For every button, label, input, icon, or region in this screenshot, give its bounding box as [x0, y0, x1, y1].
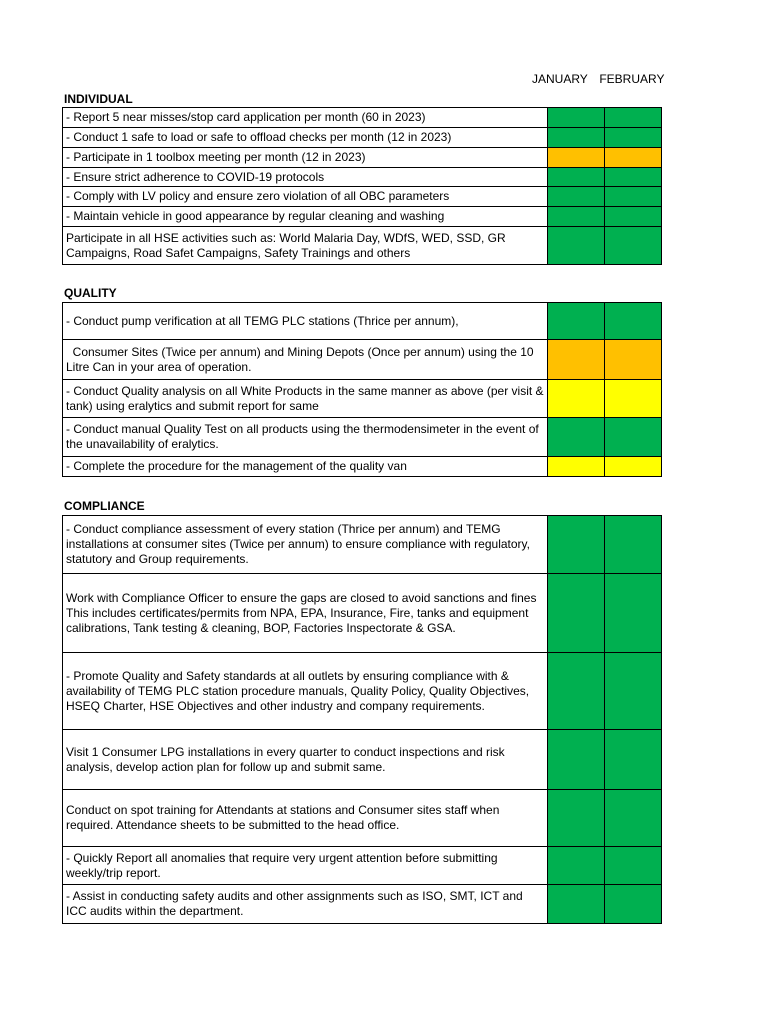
month-header	[532, 72, 664, 86]
status-cell-february	[605, 653, 662, 730]
row-text: Work with Compliance Officer to ensure the gaps are closed to avoid sanctions and fines This includes certificates/permits from NPA, EPA, Insurance, Fire, tanks and equipment calibrations, Tank testing & cleaning, BOP, Factories Inspectorate & GSA.	[63, 574, 548, 653]
status-cell-february	[605, 730, 662, 790]
row-text: - Conduct compliance assessment of every station (Thrice per annum) and TEMG installations at consumer sites (Twice per annum) to ensure compliance with regulatory, statutory and Group requirements.	[63, 516, 548, 574]
row-text: - Conduct Quality analysis on all White Products in the same manner as above (per visit & tank) using eralytics and submit report for same	[63, 380, 548, 418]
row-text: - Quickly Report all anomalies that require very urgent attention before submitting weekly/trip report.	[63, 847, 548, 885]
row-text: - Participate in 1 toolbox meeting per month (12 in 2023)	[63, 148, 548, 168]
table-row	[63, 457, 662, 477]
status-cell-january	[548, 847, 605, 885]
status-cell-january	[548, 790, 605, 847]
table-row	[63, 653, 662, 730]
status-cell-february	[605, 168, 662, 187]
table-row	[63, 885, 662, 924]
status-cell-february	[605, 128, 662, 148]
status-cell-january	[548, 418, 605, 457]
row-text: - Comply with LV policy and ensure zero violation of all OBC parameters	[63, 187, 548, 207]
status-cell-february	[605, 457, 662, 477]
status-cell-february	[605, 847, 662, 885]
table-row	[63, 207, 662, 227]
table-row	[63, 108, 662, 128]
month-february-label: FEBRUARY	[599, 72, 665, 86]
status-cell-january	[548, 340, 605, 380]
status-cell-january	[548, 148, 605, 168]
table-row	[63, 847, 662, 885]
table-row	[63, 418, 662, 457]
status-cell-january	[548, 128, 605, 148]
status-cell-january	[548, 380, 605, 418]
status-cell-january	[548, 207, 605, 227]
status-cell-february	[605, 227, 662, 265]
row-text: Consumer Sites (Twice per annum) and Mining Depots (Once per annum) using the 10 Litre Can in your area of operation.	[63, 340, 548, 380]
status-cell-february	[605, 207, 662, 227]
row-text: Participate in all HSE activities such as: World Malaria Day, WDfS, WED, SSD, GR Campaigns, Road Safet Campaigns, Safety Trainings and others	[63, 227, 548, 265]
status-cell-january	[548, 168, 605, 187]
row-text: - Conduct manual Quality Test on all products using the thermodensimeter in the event of the unavailability of eralytics.	[63, 418, 548, 457]
status-cell-january	[548, 187, 605, 207]
section-title-individual: INDIVIDUAL	[64, 92, 133, 106]
status-cell-february	[605, 340, 662, 380]
table-row	[63, 516, 662, 574]
row-text: - Complete the procedure for the management of the quality van	[63, 457, 548, 477]
table-row	[63, 128, 662, 148]
row-text: - Ensure strict adherence to COVID-19 protocols	[63, 168, 548, 187]
status-cell-february	[605, 418, 662, 457]
status-cell-january	[548, 516, 605, 574]
row-text: Conduct on spot training for Attendants at stations and Consumer sites staff when required. Attendance sheets to be submitted to the head office.	[63, 790, 548, 847]
status-cell-february	[605, 303, 662, 340]
table-row	[63, 730, 662, 790]
row-text: Visit 1 Consumer LPG installations in every quarter to conduct inspections and risk analysis, develop action plan for follow up and submit same.	[63, 730, 548, 790]
month-january-label: JANUARY	[532, 72, 588, 86]
table-row	[63, 790, 662, 847]
table-row	[63, 168, 662, 187]
status-cell-february	[605, 380, 662, 418]
status-cell-february	[605, 187, 662, 207]
status-cell-january	[548, 885, 605, 924]
table-row	[63, 148, 662, 168]
status-cell-january	[548, 303, 605, 340]
status-cell-february	[605, 790, 662, 847]
status-cell-january	[548, 574, 605, 653]
status-cell-january	[548, 730, 605, 790]
status-cell-january	[548, 227, 605, 265]
status-cell-february	[605, 108, 662, 128]
table-row	[63, 187, 662, 207]
status-cell-february	[605, 516, 662, 574]
status-cell-february	[605, 148, 662, 168]
status-cell-january	[548, 653, 605, 730]
status-cell-february	[605, 885, 662, 924]
row-text: - Conduct 1 safe to load or safe to offload checks per month (12 in 2023)	[63, 128, 548, 148]
row-text: - Maintain vehicle in good appearance by regular cleaning and washing	[63, 207, 548, 227]
table-row	[63, 340, 662, 380]
row-text: - Conduct pump verification at all TEMG PLC stations (Thrice per annum),	[63, 303, 548, 340]
table-row	[63, 227, 662, 265]
row-text: - Assist in conducting safety audits and other assignments such as ISO, SMT, ICT and ICC audits within the department.	[63, 885, 548, 924]
status-cell-january	[548, 108, 605, 128]
section-title-quality: QUALITY	[64, 286, 117, 300]
row-text: - Report 5 near misses/stop card application per month (60 in 2023)	[63, 108, 548, 128]
compliance-table	[62, 515, 662, 924]
status-cell-january	[548, 457, 605, 477]
status-cell-february	[605, 574, 662, 653]
quality-table	[62, 302, 662, 477]
table-row	[63, 380, 662, 418]
table-row	[63, 303, 662, 340]
row-text: - Promote Quality and Safety standards at all outlets by ensuring compliance with & availability of TEMG PLC station procedure manuals, Quality Policy, Quality Objectives, HSEQ Charter, HSE Objectives and other industry and company requirements.	[63, 653, 548, 730]
individual-table	[62, 107, 662, 265]
table-row	[63, 574, 662, 653]
section-title-compliance: COMPLIANCE	[64, 499, 145, 513]
